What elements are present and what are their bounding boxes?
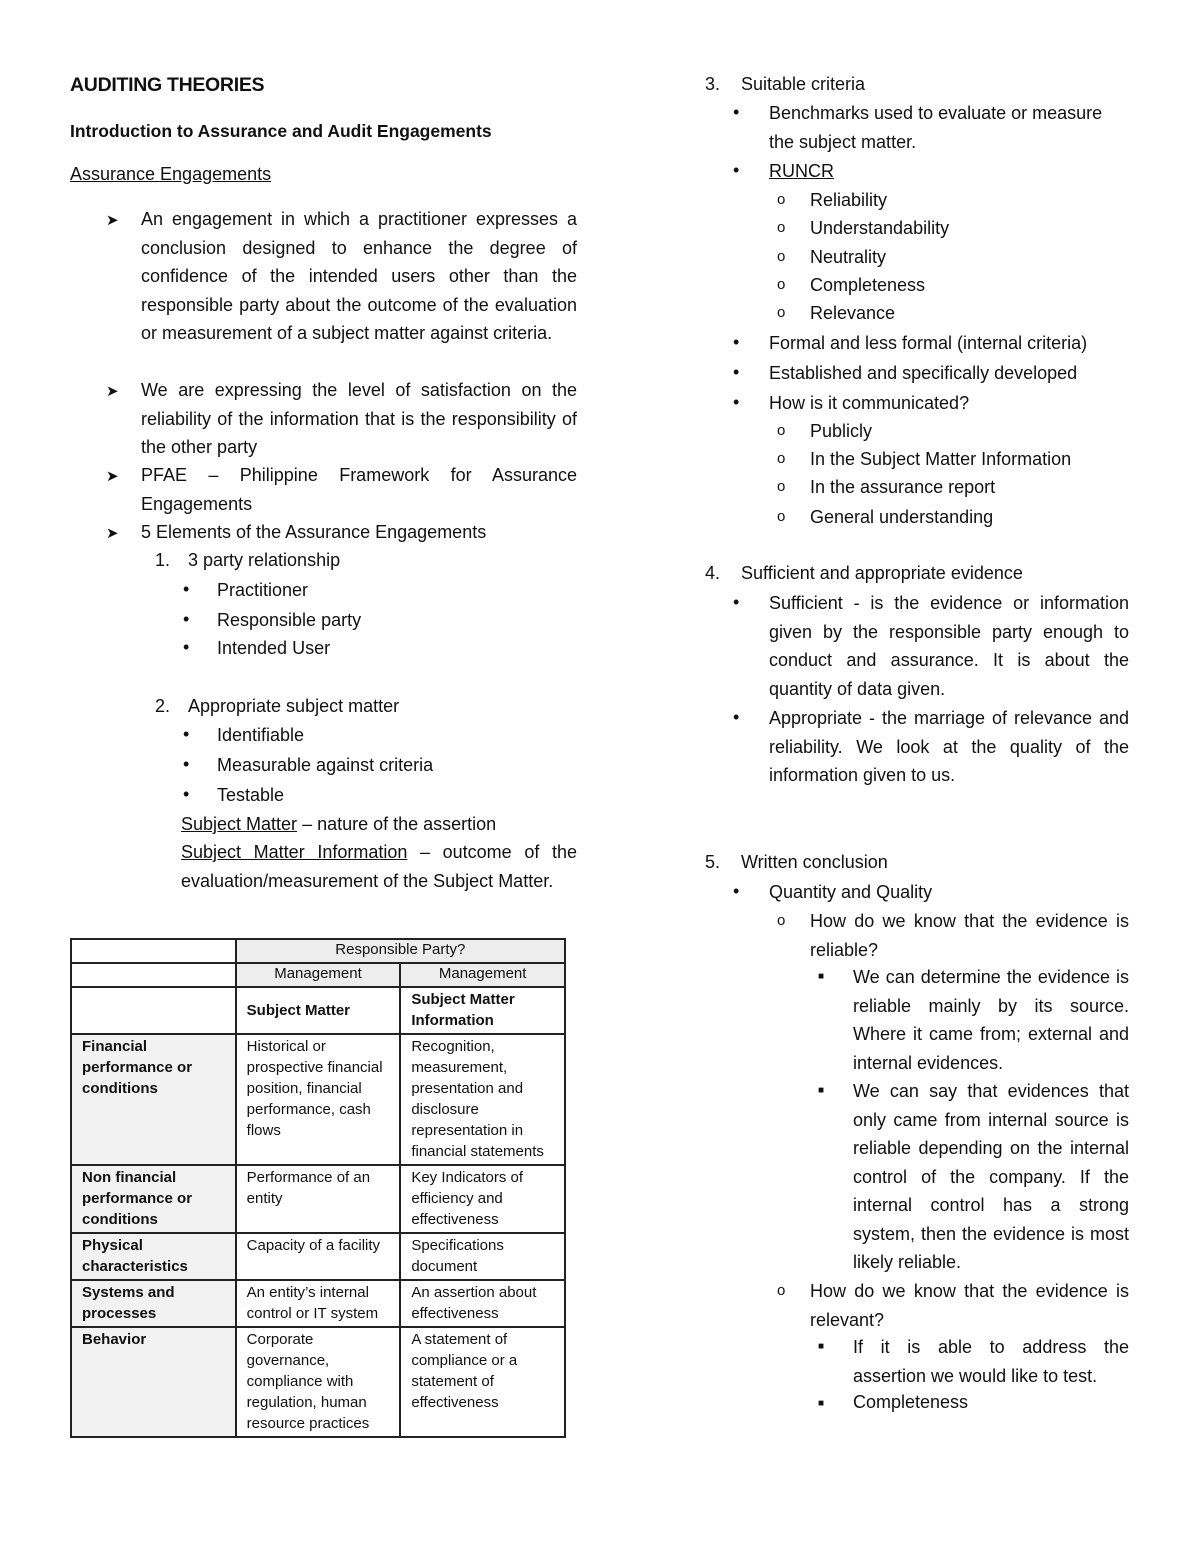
arrow-bullet-icon: ➤ bbox=[106, 383, 119, 400]
row-subject-matter-information: Key Indicators of efficiency and effectiveness bbox=[400, 1165, 565, 1233]
element-4-number: 4. bbox=[705, 563, 721, 583]
table-header-row bbox=[71, 939, 565, 963]
bullet-icon: • bbox=[733, 102, 740, 122]
relevant-answer: If it is able to address the assertion we would like to test. bbox=[853, 1337, 1129, 1386]
reliable-answer-internal: We can say that evidences that only came from internal source is reliable depending on the internal control of the company. If the internal control has a strong system, then the evidence is most likely reliable. bbox=[853, 1081, 1129, 1272]
square-bullet-icon: ■ bbox=[818, 1398, 825, 1409]
element-1-number: 1. bbox=[155, 550, 171, 570]
bullet-icon: • bbox=[733, 362, 740, 382]
bullet-icon: • bbox=[733, 160, 740, 180]
smi-term: Subject Matter Information bbox=[181, 842, 408, 862]
square-bullet-icon: ■ bbox=[818, 971, 825, 982]
circle-bullet-icon: o bbox=[777, 912, 786, 929]
communication-item: In the assurance report bbox=[810, 477, 996, 497]
runcr-item: Neutrality bbox=[810, 247, 887, 267]
runcr-item: Reliability bbox=[810, 190, 888, 210]
communication-item: Publicly bbox=[810, 421, 873, 441]
circle-bullet-icon: o bbox=[777, 478, 786, 495]
bullet-icon: • bbox=[183, 579, 190, 599]
circle-bullet-icon: o bbox=[777, 248, 786, 265]
element-3-number: 3. bbox=[705, 74, 721, 94]
section-heading: Assurance Engagements bbox=[70, 164, 272, 184]
bullet-icon: • bbox=[183, 784, 190, 804]
runcr-item: Understandability bbox=[810, 218, 950, 238]
square-bullet-icon: ■ bbox=[818, 1341, 825, 1352]
management-header: Management bbox=[400, 963, 565, 987]
circle-bullet-icon: o bbox=[777, 304, 786, 321]
page-subtitle: Introduction to Assurance and Audit Engagements bbox=[70, 121, 492, 141]
row-label: Financial performance or conditions bbox=[71, 1034, 236, 1165]
element-1-bullet: Practitioner bbox=[217, 580, 309, 600]
element-1-label: 3 party relationship bbox=[188, 550, 341, 570]
circle-bullet-icon: o bbox=[777, 450, 786, 467]
element-5-label: Written conclusion bbox=[741, 852, 888, 872]
table-corner-cell bbox=[71, 939, 236, 963]
square-bullet-icon: ■ bbox=[818, 1085, 825, 1096]
row-subject-matter: An entity’s internal control or IT system bbox=[236, 1280, 401, 1327]
circle-bullet-icon: o bbox=[777, 191, 786, 208]
table-empty-cell bbox=[71, 987, 236, 1034]
arrow-bullet-icon: ➤ bbox=[106, 212, 119, 229]
row-subject-matter: Historical or prospective financial position, financial performance, cash flows bbox=[236, 1034, 401, 1165]
sufficient-paragraph: Sufficient - is the evidence or information given by the responsible party enough to conduct and assurance. It is about the quantity of data given. bbox=[769, 593, 1129, 699]
element-2-label: Appropriate subject matter bbox=[188, 696, 400, 716]
bullet-icon: • bbox=[733, 392, 740, 412]
reliable-answer-source: We can determine the evidence is reliable mainly by its source. Where it came from; external and internal evidences. bbox=[853, 967, 1129, 1073]
table-empty-cell bbox=[71, 963, 236, 987]
subject-matter-term: Subject Matter bbox=[181, 814, 298, 834]
completeness-item: Completeness bbox=[853, 1392, 969, 1412]
table-row bbox=[71, 1327, 565, 1437]
smi-def: – outcome of the evaluation/measurement of the Subject Matter. bbox=[181, 842, 577, 891]
row-label: Systems and processes bbox=[71, 1280, 236, 1327]
page-title: AUDITING THEORIES bbox=[70, 74, 265, 96]
arrow-bullet-icon: ➤ bbox=[106, 525, 119, 542]
element-5-number: 5. bbox=[705, 852, 721, 872]
bullet-icon: • bbox=[733, 332, 740, 352]
definition-paragraph: An engagement in which a practitioner expresses a conclusion designed to enhance the degree of confidence of the intended users other than the responsible party about the outcome of the evaluation or measurement of a subject matter against criteria. bbox=[141, 209, 577, 343]
table-row bbox=[71, 1280, 565, 1327]
management-header: Management bbox=[236, 963, 401, 987]
smi-col-header: Subject Matter Information bbox=[400, 987, 565, 1034]
bullet-icon: • bbox=[183, 724, 190, 744]
element-4-label: Sufficient and appropriate evidence bbox=[741, 563, 1023, 583]
runcr-item: Relevance bbox=[810, 303, 896, 323]
table-row bbox=[71, 1233, 565, 1280]
pfae-paragraph: PFAE – Philippine Framework for Assurance Engagements bbox=[141, 465, 577, 514]
bullet-icon: • bbox=[183, 609, 190, 629]
communication-item: In the Subject Matter Information bbox=[810, 449, 1072, 469]
row-subject-matter-information: Recognition, measurement, presentation and disclosure representation in financial statements bbox=[400, 1034, 565, 1165]
bullet-icon: • bbox=[183, 754, 190, 774]
appropriate-paragraph: Appropriate - the marriage of relevance and reliability. We look at the quality of the information given to us. bbox=[769, 708, 1129, 785]
responsible-party-header: Responsible Party? bbox=[236, 939, 565, 963]
row-subject-matter-information: Specifications document bbox=[400, 1233, 565, 1280]
circle-bullet-icon: o bbox=[777, 508, 786, 525]
elements-heading: 5 Elements of the Assurance Engagements bbox=[141, 522, 487, 542]
circle-bullet-icon: o bbox=[777, 1282, 786, 1299]
circle-bullet-icon: o bbox=[777, 219, 786, 236]
element-3-label: Suitable criteria bbox=[741, 74, 866, 94]
row-subject-matter-information: A statement of compliance or a statement of effectiveness bbox=[400, 1327, 565, 1437]
table-row bbox=[71, 1034, 565, 1165]
responsible-party-table bbox=[70, 938, 566, 1438]
row-subject-matter: Performance of an entity bbox=[236, 1165, 401, 1233]
criteria-communicated: How is it communicated? bbox=[769, 393, 970, 413]
communication-item: General understanding bbox=[810, 507, 994, 527]
element-2-bullet: Testable bbox=[217, 785, 285, 805]
bullet-icon: • bbox=[733, 707, 740, 727]
criteria-established: Established and specifically developed bbox=[769, 363, 1078, 383]
element-1-bullet: Intended User bbox=[217, 638, 331, 658]
bullet-icon: • bbox=[733, 592, 740, 612]
table-row bbox=[71, 1165, 565, 1233]
row-label: Physical characteristics bbox=[71, 1233, 236, 1280]
expressing-paragraph: We are expressing the level of satisfaction on the reliability of the information that is the responsibility of the other party bbox=[141, 380, 577, 457]
subject-matter-definition bbox=[181, 810, 577, 839]
row-label: Behavior bbox=[71, 1327, 236, 1437]
circle-bullet-icon: o bbox=[777, 276, 786, 293]
element-1-bullet: Responsible party bbox=[217, 610, 362, 630]
bullet-icon: • bbox=[183, 637, 190, 657]
circle-bullet-icon: o bbox=[777, 422, 786, 439]
element-2-bullet: Identifiable bbox=[217, 725, 305, 745]
table-column-header-row bbox=[71, 987, 565, 1034]
arrow-bullet-icon: ➤ bbox=[106, 468, 119, 485]
row-subject-matter: Capacity of a facility bbox=[236, 1233, 401, 1280]
reliable-question: How do we know that the evidence is reliable? bbox=[810, 911, 1129, 960]
row-subject-matter-information: An assertion about effectiveness bbox=[400, 1280, 565, 1327]
quantity-quality: Quantity and Quality bbox=[769, 882, 933, 902]
runcr-acronym: RUNCR bbox=[769, 161, 834, 181]
bullet-icon: • bbox=[733, 881, 740, 901]
relevant-question: How do we know that the evidence is relevant? bbox=[810, 1281, 1129, 1330]
criteria-formal: Formal and less formal (internal criteria) bbox=[769, 333, 1088, 353]
subject-matter-information-definition bbox=[181, 838, 577, 895]
row-label: Non financial performance or conditions bbox=[71, 1165, 236, 1233]
subject-matter-col-header: Subject Matter bbox=[236, 987, 401, 1034]
runcr-item: Completeness bbox=[810, 275, 926, 295]
subject-matter-def: – nature of the assertion bbox=[297, 814, 497, 834]
criteria-benchmarks: Benchmarks used to evaluate or measure the subject matter. bbox=[769, 103, 1103, 152]
table-subheader-row bbox=[71, 963, 565, 987]
row-subject-matter: Corporate governance, compliance with regulation, human resource practices bbox=[236, 1327, 401, 1437]
element-2-bullet: Measurable against criteria bbox=[217, 755, 434, 775]
element-2-number: 2. bbox=[155, 696, 171, 716]
